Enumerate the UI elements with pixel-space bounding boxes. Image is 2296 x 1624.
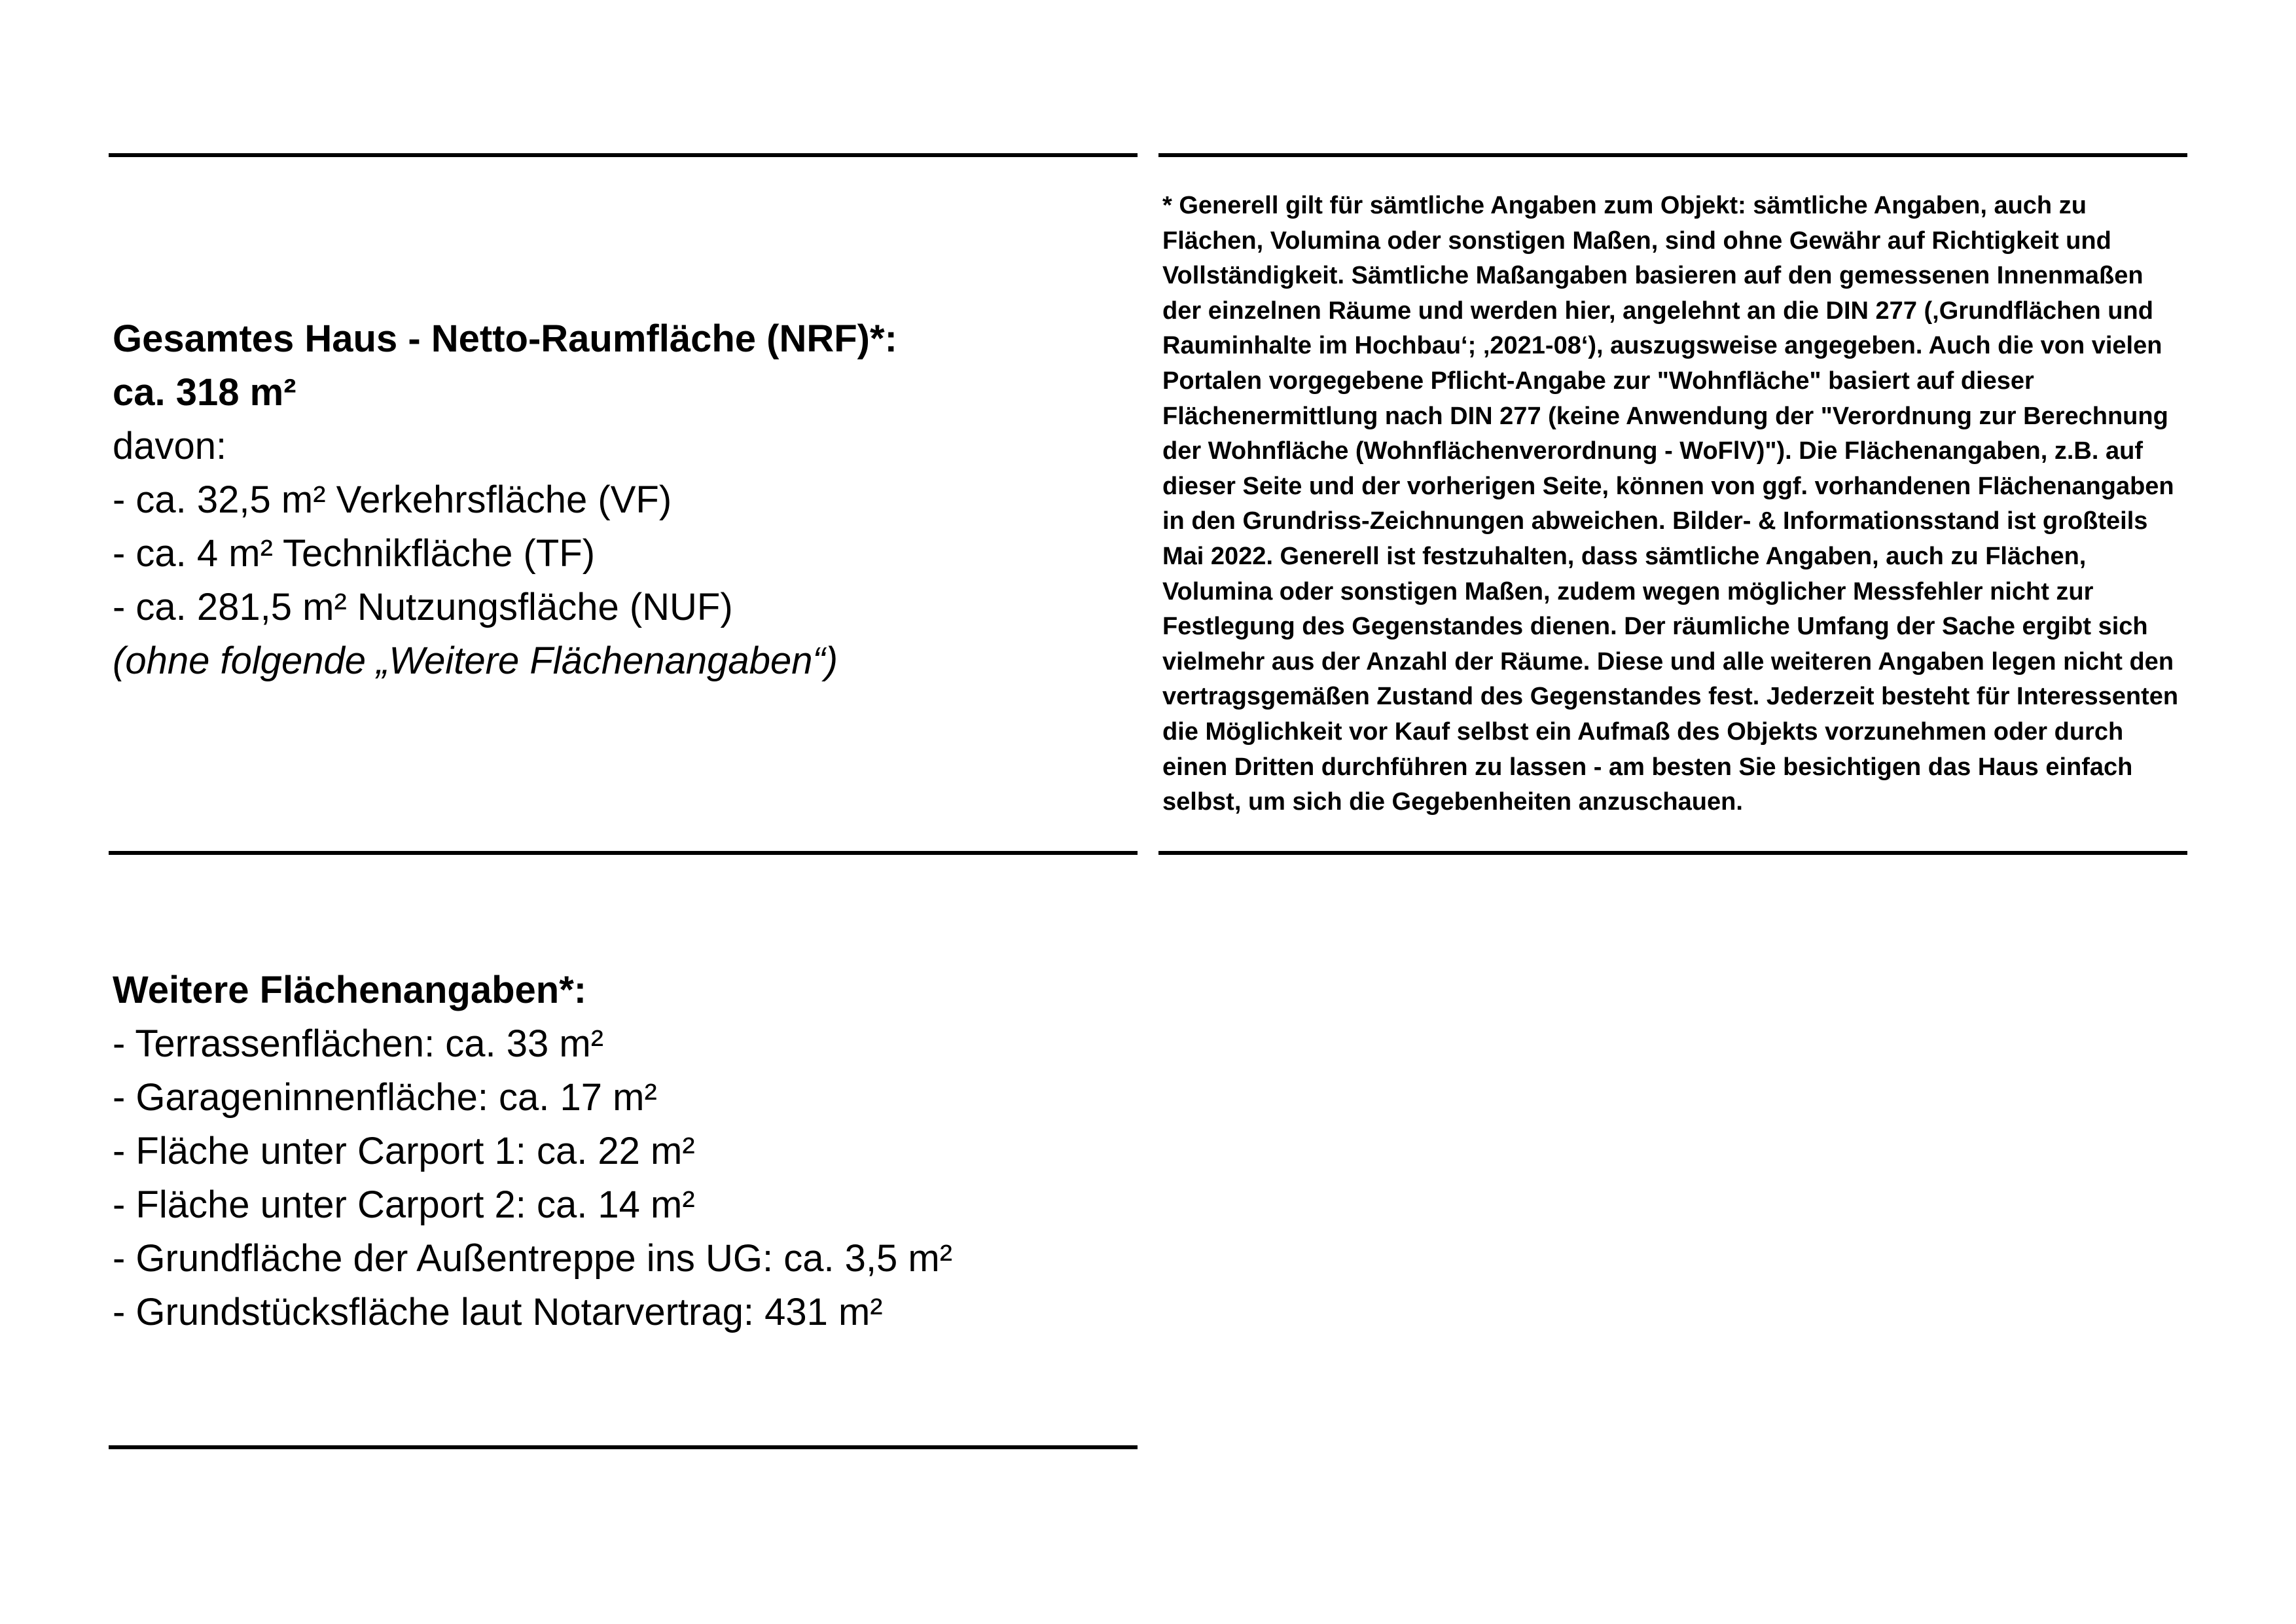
further-areas-section [113, 964, 1134, 1339]
net-room-area-item: - ca. 32,5 m² Verkehrsfläche (VF) [113, 478, 672, 521]
net-room-area-section [113, 312, 1134, 688]
further-areas-item: - Grundstücksfläche laut Notarvertrag: 431 m² [113, 1291, 883, 1333]
net-room-area-item: - ca. 4 m² Technikfläche (TF) [113, 532, 596, 575]
divider-top-left [109, 153, 1138, 157]
divider-top-right [1158, 153, 2187, 157]
further-areas-item: - Garageninnenfläche: ca. 17 m² [113, 1076, 657, 1119]
divider-bottom-left [109, 1445, 1138, 1449]
disclaimer-text: * Generell gilt für sämtliche Angaben zum Objekt: sämtliche Angaben, auch zu Flächen, Volumina oder sonstigen Maßen, sind ohne Gewähr auf Richtigkeit und Vollständigkeit. Sämtliche Maßangaben basieren auf den gemessenen Innenmaßen der einzelnen Räume und werden hier, angelehnt an die DIN 277 (‚Grundflächen und Rauminhalte im Hochbau‘; ‚2021-08‘), auszugsweise angegeben. Auch die von vielen Portalen vorgegebene Pflicht-Angabe zur "Wohnfläche" basiert auf dieser Flächenermittlung nach DIN 277 (keine Anwendung der "Verordnung zur Berechnung der Wohnfläche (Wohnflächenverordnung - WoFlV)"). Die Flächenangaben, z.B. auf dieser Seite und der vorherigen Seite, können von ggf. vorhandenen Flächenangaben in den Grundriss-Zeichnungen abweichen. Bilder- & Informationsstand ist großteils Mai 2022. Generell ist festzuhalten, dass sämtliche Angaben, auch zu Flächen, Volumina oder sonstigen Maßen, zudem wegen möglicher Messfehler nicht zur Festlegung des Gegenstandes dienen. Der räumliche Umfang der Sache ergibt sich vielmehr aus der Anzahl der Räume. Diese und alle weiteren Angaben legen nicht den vertragsgemäßen Zustand des Gegenstandes fest. Jederzeit besteht für Interessenten die Möglichkeit vor Kauf selbst ein Aufmaß des Objekts vorzunehmen oder durch einen Dritten durchführen zu lassen - am besten Sie besichtigen das Haus einfach selbst, um sich die Gegebenheiten anzuschauen. [1162, 192, 2179, 816]
net-room-area-item: - ca. 281,5 m² Nutzungsfläche (NUF) [113, 586, 733, 628]
further-areas-item: - Grundfläche der Außentreppe ins UG: ca. 3,5 m² [113, 1237, 953, 1280]
net-room-area-title: Gesamtes Haus - Netto-Raumfläche (NRF)*: [113, 317, 897, 360]
net-room-area-total: ca. 318 m² [113, 371, 296, 414]
net-room-area-intro: davon: [113, 425, 227, 467]
further-areas-item: - Terrassenflächen: ca. 33 m² [113, 1022, 604, 1065]
net-room-area-note: (ohne folgende „Weitere Flächenangaben“) [113, 640, 838, 682]
further-areas-item: - Fläche unter Carport 2: ca. 14 m² [113, 1183, 695, 1226]
further-areas-item: - Fläche unter Carport 1: ca. 22 m² [113, 1130, 695, 1172]
further-areas-title: Weitere Flächenangaben*: [113, 969, 587, 1011]
divider-middle-right [1158, 851, 2187, 855]
divider-middle-left [109, 851, 1138, 855]
